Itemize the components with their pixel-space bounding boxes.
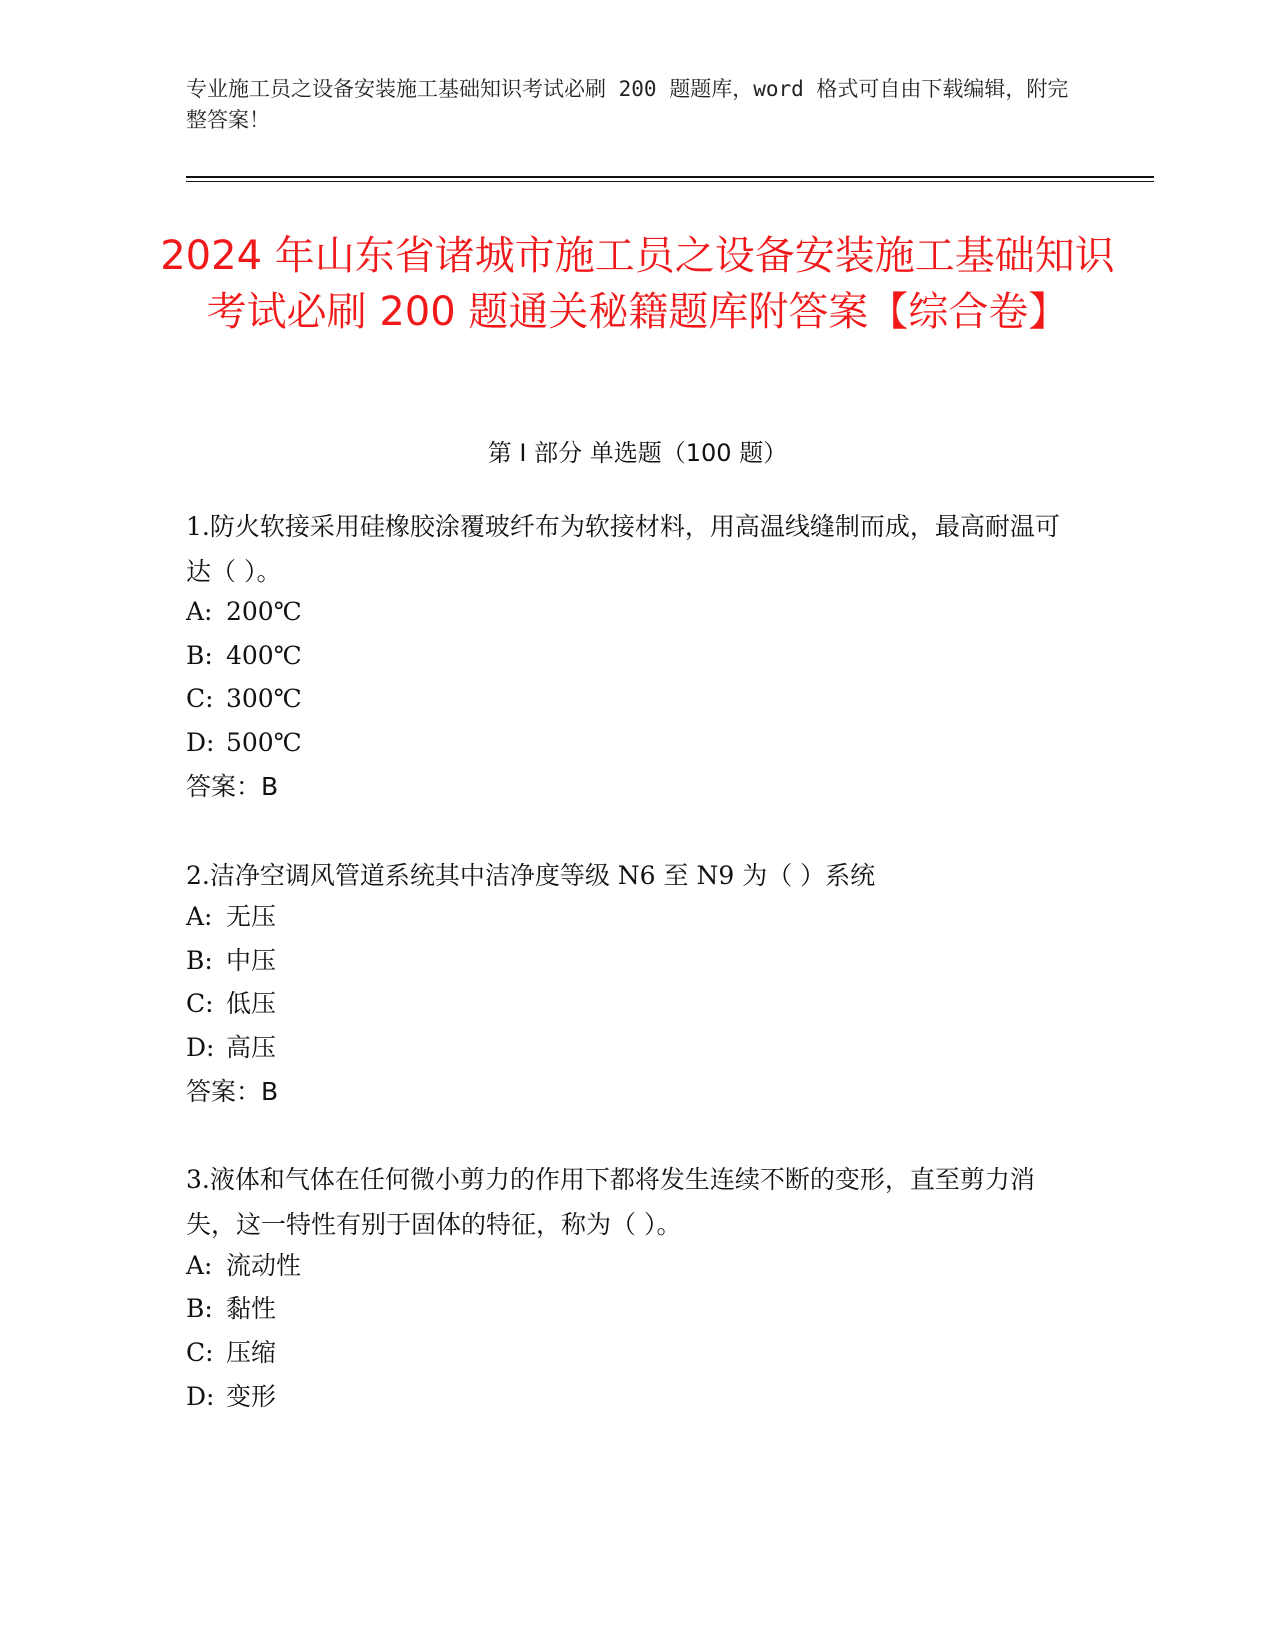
question-1-answer: 答案：B [186,772,279,801]
document-title: 2024 年山东省诸城市施工员之设备安装施工基础知识考试必刷 200 题通关秘籍题库附答案【综合卷】 [160,233,1115,335]
question-1-text: 1.防火软接采用硅橡胶涂覆玻纤布为软接材料，用高温线缝制而成，最高耐温可达（ ）。 [186,512,1060,586]
option-letter: B: [186,946,213,975]
question-1-option-b [186,638,302,674]
option-letter: D: [186,1033,215,1062]
option-text: 流动性 [226,1251,302,1280]
option-text: 300℃ [226,684,302,713]
question-3-option-a [186,1248,301,1284]
option-text: 400℃ [226,641,302,670]
option-letter: A: [186,597,213,626]
question-1-option-d [186,725,302,761]
option-letter: D: [186,1382,215,1411]
header-note: 专业施工员之设备安装施工基础知识考试必刷 200 题题库，word 格式可自由下载编辑，附完整答案！ [186,77,1069,132]
question-2-option-d [186,1030,276,1066]
question-3-option-b [186,1291,276,1327]
section-heading: 第 I 部分 单选题（100 题） [487,439,788,467]
option-text: 压缩 [226,1338,277,1367]
option-text: 黏性 [226,1294,277,1323]
option-text: 200℃ [226,597,302,626]
question-2-option-c [186,986,276,1022]
option-letter: A: [186,1251,213,1280]
option-letter: C: [186,1338,214,1367]
question-1-option-c [186,681,302,717]
option-letter: A: [186,902,213,931]
option-text: 500℃ [226,728,302,757]
header-divider-thick [186,176,1154,178]
option-text: 高压 [226,1033,277,1062]
option-letter: D: [186,728,215,757]
option-text: 变形 [226,1382,277,1411]
header-divider-thin [186,181,1154,182]
option-letter: B: [186,1294,213,1323]
option-text: 无压 [226,902,277,931]
option-text: 低压 [226,989,277,1018]
option-letter: C: [186,989,214,1018]
question-2-answer: 答案：B [186,1077,279,1106]
question-3-option-c [186,1335,276,1371]
question-1-option-a [186,594,302,630]
option-text: 中压 [226,946,277,975]
question-3-option-d [186,1379,276,1415]
option-letter: B: [186,641,213,670]
option-letter: C: [186,684,214,713]
question-3-text: 3.液体和气体在任何微小剪力的作用下都将发生连续不断的变形，直至剪力消失，这一特性有别于固体的特征，称为（ ）。 [186,1165,1035,1239]
question-2-option-a [186,899,276,935]
question-2-text: 2.洁净空调风管道系统其中洁净度等级 N6 至 N9 为（ ）系统 [186,861,876,890]
question-2-option-b [186,943,276,979]
